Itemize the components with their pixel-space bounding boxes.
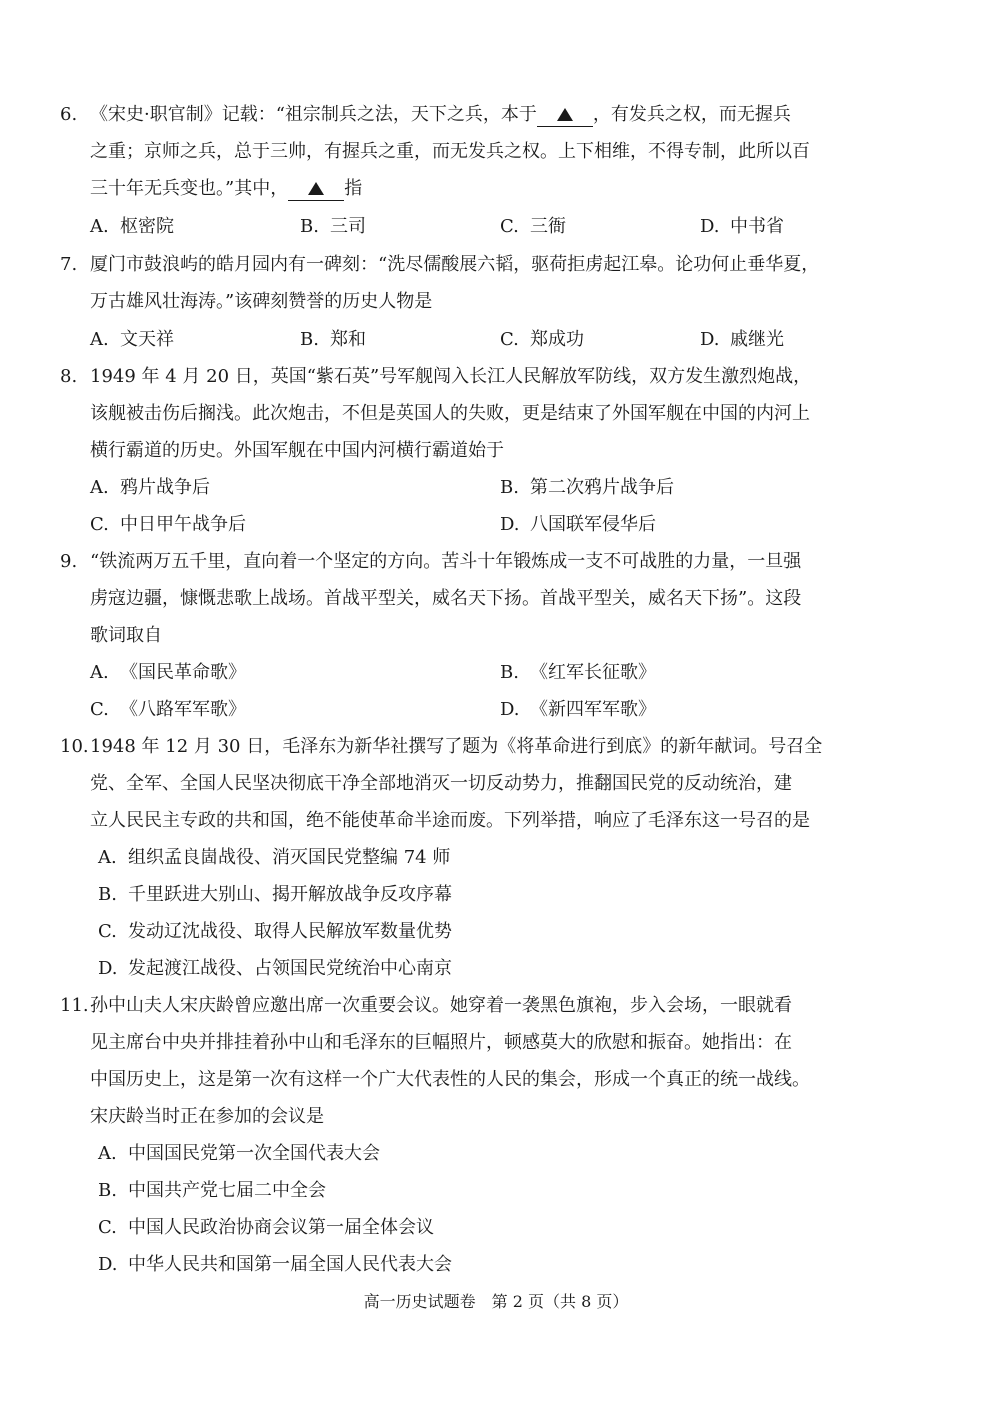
option-text: 发起渡江战役、占领国民党统治中心南京	[128, 958, 452, 979]
option-text: 枢密院	[120, 216, 174, 237]
question-text: 该舰被击伤后搁浅。此次炮击，不但是英国人的失败，更是结束了外国军舰在中国的内河上	[90, 403, 810, 424]
question-line	[90, 1102, 324, 1132]
question-line	[90, 287, 432, 317]
option-text: 中华人民共和国第一届全国人民代表大会	[128, 1254, 452, 1275]
question-line	[60, 250, 819, 280]
question-text: 1948 年 12 月 30 日，毛泽东为新华社撰写了题为《将革命进行到底》的新年献词。号召全	[90, 736, 823, 757]
option-letter: B.	[300, 329, 319, 350]
option-text: 发动辽沈战役、取得人民解放军数量优势	[128, 921, 452, 942]
option-text: 中国共产党七届二中全会	[128, 1180, 326, 1201]
question-line	[90, 806, 810, 836]
option-text: 中国人民政治协商会议第一届全体会议	[128, 1217, 434, 1238]
question-text: “铁流两万五千里，直向着一个坚定的方向。苦斗十年锻炼成一支不可战胜的力量，一旦强	[90, 551, 802, 572]
option-a[interactable]	[90, 325, 174, 355]
question-text: 厦门市鼓浪屿的皓月园内有一碑刻：“洗尽儒酸展六韬，驱荷拒虏起江皋。论功何止垂华夏，	[90, 254, 820, 275]
option-letter: C.	[90, 514, 109, 535]
option-letter: A.	[90, 662, 109, 683]
option-letter: B.	[500, 477, 519, 498]
option-text: 中书省	[730, 216, 784, 237]
option-c[interactable]	[500, 325, 584, 355]
option-text: 三司	[330, 216, 366, 237]
question-line	[90, 1028, 792, 1058]
question-line	[90, 174, 362, 204]
question-line	[60, 991, 792, 1021]
option-letter: C.	[500, 216, 519, 237]
option-letter: D.	[98, 1254, 118, 1275]
question-number: 11.	[60, 995, 89, 1016]
option-letter: D.	[700, 329, 720, 350]
option-d[interactable]	[500, 695, 656, 725]
question-number: 9.	[60, 551, 78, 572]
question-line	[90, 769, 792, 799]
option-letter: B.	[98, 884, 117, 905]
answer-blank	[288, 178, 344, 201]
option-text: 《新四军军歌》	[530, 699, 656, 720]
option-d[interactable]	[500, 510, 656, 540]
option-text: 中国国民党第一次全国代表大会	[128, 1143, 380, 1164]
option-text: 中日甲午战争后	[120, 514, 246, 535]
option-b[interactable]	[500, 658, 656, 688]
question-text: 万古雄风壮海涛。”该碑刻赞誉的历史人物是	[90, 291, 433, 312]
question-text: 指	[344, 178, 363, 199]
option-letter: A.	[90, 216, 109, 237]
option-text: 戚继光	[730, 329, 784, 350]
option-text: 文天祥	[120, 329, 174, 350]
option-b[interactable]	[300, 212, 366, 242]
option-letter: D.	[98, 958, 118, 979]
option-letter: B.	[300, 216, 319, 237]
question-line	[90, 436, 504, 466]
question-line	[60, 547, 801, 577]
option-c[interactable]	[90, 695, 246, 725]
question-line	[90, 137, 810, 167]
question-text: 孙中山夫人宋庆龄曾应邀出席一次重要会议。她穿着一袭黑色旗袍，步入会场，一眼就看	[90, 995, 792, 1016]
option-d[interactable]	[700, 325, 784, 355]
question-line	[60, 362, 811, 392]
option-c[interactable]	[98, 1213, 434, 1243]
question-text: 虏寇边疆，慷慨悲歌上战场。首战平型关，威名天下扬。首战平型关，威名天下扬”。这段	[90, 588, 802, 609]
question-text: ，有发兵之权，而无握兵	[592, 104, 791, 125]
question-text: 见主席台中央并排挂着孙中山和毛泽东的巨幅照片，顿感莫大的欣慰和振奋。她指出：在	[90, 1032, 792, 1053]
option-d[interactable]	[98, 954, 452, 984]
option-b[interactable]	[500, 473, 674, 503]
question-line	[60, 100, 791, 130]
question-text: 立人民民主专政的共和国，绝不能使革命半途而废。下列举措，响应了毛泽东这一号召的是	[90, 810, 810, 831]
option-letter: D.	[500, 514, 520, 535]
question-text: 三十年无兵变也。”其中，	[90, 178, 289, 199]
option-a[interactable]	[90, 473, 210, 503]
option-letter: C.	[90, 699, 109, 720]
option-letter: D.	[500, 699, 520, 720]
option-b[interactable]	[98, 880, 452, 910]
option-text: 千里跃进大别山、揭开解放战争反攻序幕	[128, 884, 452, 905]
question-line	[90, 584, 801, 614]
option-text: 《八路军军歌》	[120, 699, 246, 720]
option-text: 组织孟良崮战役、消灭国民党整编 74 师	[128, 847, 451, 868]
answer-blank	[537, 104, 593, 127]
option-b[interactable]	[300, 325, 366, 355]
question-line	[90, 399, 810, 429]
question-number: 7.	[60, 254, 78, 275]
option-a[interactable]	[98, 1139, 380, 1169]
question-text: 1949 年 4 月 20 日，英国“紫石英”号军舰闯入长江人民解放军防线，双方发生激烈炮战，	[90, 366, 812, 387]
option-text: 第二次鸦片战争后	[530, 477, 674, 498]
option-letter: C.	[98, 921, 117, 942]
option-c[interactable]	[98, 917, 452, 947]
option-letter: D.	[700, 216, 720, 237]
option-text: 郑成功	[530, 329, 584, 350]
option-a[interactable]	[98, 843, 450, 873]
question-text: 歌词取自	[90, 625, 162, 646]
option-text: 《红军长征歌》	[530, 662, 656, 683]
option-text: 鸦片战争后	[120, 477, 210, 498]
option-text: 三衙	[530, 216, 566, 237]
question-text: 横行霸道的历史。外国军舰在中国内河横行霸道始于	[90, 440, 504, 461]
question-text: 《宋史·职官制》记载：“祖宗制兵之法，天下之兵，本于	[90, 104, 537, 125]
option-text: 八国联军侵华后	[530, 514, 656, 535]
option-letter: B.	[98, 1180, 117, 1201]
question-text: 中国历史上，这是第一次有这样一个广大代表性的人民的集会，形成一个真正的统一战线。	[90, 1069, 810, 1090]
option-a[interactable]	[90, 658, 246, 688]
question-number: 6.	[60, 104, 78, 125]
option-d[interactable]	[98, 1250, 452, 1280]
option-c[interactable]	[90, 510, 246, 540]
triangle-icon	[308, 182, 324, 195]
option-c[interactable]	[500, 212, 566, 242]
option-letter: A.	[90, 329, 109, 350]
question-line	[90, 1065, 810, 1095]
question-number: 10.	[60, 736, 89, 757]
question-line	[60, 732, 822, 762]
option-a[interactable]	[90, 212, 174, 242]
question-text: 党、全军、全国人民坚决彻底干净全部地消灭一切反动势力，推翻国民党的反动统治，建	[90, 773, 792, 794]
option-text: 郑和	[330, 329, 366, 350]
question-text: 宋庆龄当时正在参加的会议是	[90, 1106, 324, 1127]
question-number: 8.	[60, 366, 78, 387]
option-letter: A.	[90, 477, 109, 498]
option-letter: C.	[500, 329, 519, 350]
option-text: 《国民革命歌》	[120, 662, 246, 683]
question-line	[90, 621, 162, 651]
option-letter: C.	[98, 1217, 117, 1238]
page-footer: 高一历史试题卷 第 2 页（共 8 页）	[363, 1292, 629, 1311]
option-b[interactable]	[98, 1176, 326, 1206]
option-letter: B.	[500, 662, 519, 683]
question-text: 之重；京师之兵，总于三帅，有握兵之重，而无发兵之权。上下相维，不得专制，此所以百	[90, 141, 810, 162]
option-letter: A.	[98, 847, 117, 868]
option-letter: A.	[98, 1143, 117, 1164]
triangle-icon	[557, 108, 573, 121]
option-d[interactable]	[700, 212, 784, 242]
